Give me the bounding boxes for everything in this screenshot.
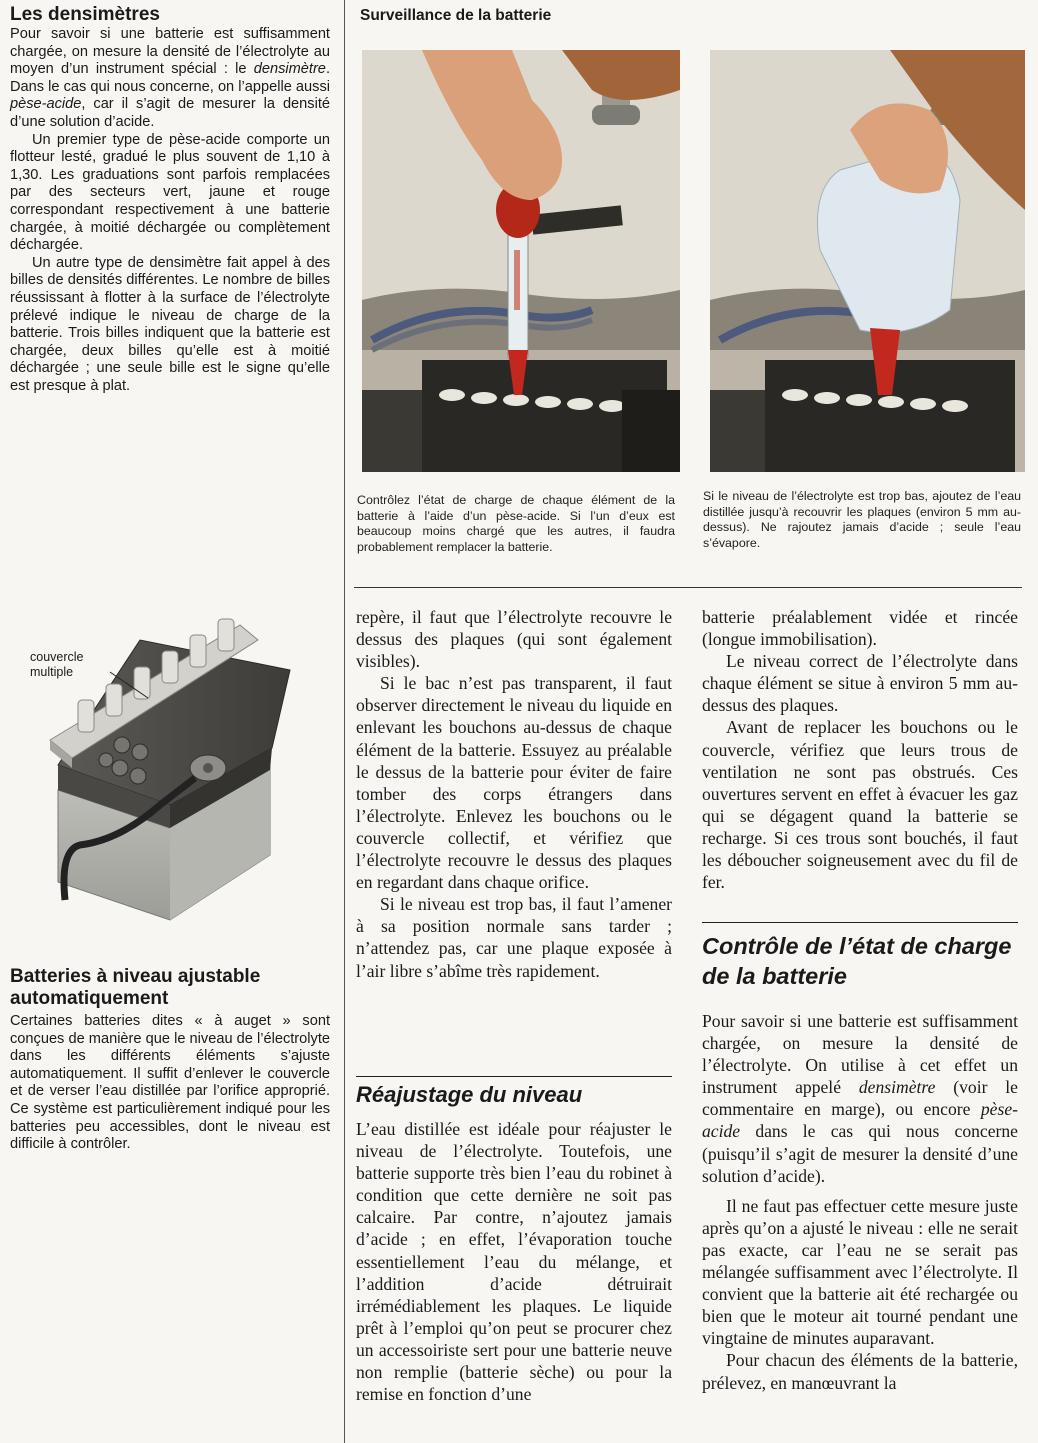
densimetres-paragraph-1: Pour savoir si une batterie est suffisamment chargée, on mesure la densité de l’électrolyte au moyen d’un instrument spécial : le densimètre. Dans le cas qui nous concerne, on l’appelle aussi pèse-acide, car il s’agit de mesurer la densité d’une solution d’acide. — [10, 26, 330, 130]
body-column-3-lower — [702, 1010, 1018, 1394]
photo-distilled-water — [710, 50, 1025, 472]
body-column-2-lower — [356, 1118, 672, 1405]
battery-illustration — [10, 600, 330, 930]
top-section-divider — [354, 587, 1022, 588]
col3-paragraph-6: Pour chacun des éléments de la batterie, prélevez, en manœuvrant la — [702, 1350, 1018, 1393]
cover-label: couvercle multiple — [30, 650, 84, 679]
col2-paragraph-2: Si le bac n’est pas transparent, il faut observer directement le niveau du liquide en enlevant les bouchons au-dessus de chaque élément de la batterie. Essuyez au préalable le dessus de la batterie pour éviter de faire tomber des corps étrangers dans l’électrolyte. Enlevez les bouchons ou le couvercle collectif, et vérifiez que l’électrolyte recouvre le dessus des plaques en regardant dans chaque orifice. — [356, 673, 672, 893]
col3-paragraph-4: Pour savoir si une batterie est suffisamment chargée, on mesure la densité de l’électrolyte. On utilise à cet effet un instrument appelé densimètre (voir le commentaire en marge), ou encore pèse-acide dans le cas qui nous concerne (puisqu’il s’agit de mesurer la densité d’une solution d’acide). — [702, 1011, 1018, 1186]
caption-hydrometer: Contrôlez l’état de charge de chaque élément de la batterie à l’aide d’un pèse-acide. Si l’un d’eux est beaucoup moins chargé que les autres, il faudra probablement remplacer la batterie. — [357, 493, 675, 554]
col2-paragraph-4: L’eau distillée est idéale pour réajuster le niveau de l’électrolyte. Toutefois, une batterie supporte très bien l’eau du robinet à condition que cette dernière ne soit pas calcaire. Par contre, n’ajoutez jamais d’acide ; en effet, l’évaporation touche essentiellement l’eau du mélange, et l’addition d’acide détruirait irrémédiablement les plaques. Le liquide prêt à l’emploi qu’on peut se procurer chez un accessoiriste sert pour une batterie neuve non remplie (batterie sèche) ou pour la remise en fonction d’une — [356, 1119, 672, 1405]
col2-paragraph-3: Si le niveau est trop bas, il faut l’amener à sa position normale sans tarder ; n’attendez pas, car une plaque exposée à l’air libre s’abîme très rapidement. — [356, 894, 672, 981]
column-divider — [344, 0, 345, 1443]
photo-hydrometer — [362, 50, 680, 472]
densimetres-section — [10, 4, 330, 395]
col2-paragraph-1: repère, il faut que l’électrolyte recouvre le dessus des plaques (qui sont également visibles). — [356, 607, 672, 672]
water-photo-drawing — [710, 50, 1025, 472]
densimetres-text — [10, 26, 330, 395]
auget-text: Certaines batteries dites « à auget » sont conçues de manière que le niveau de l’électrolyte dans les différents éléments s’ajuste automatiquement. Il suffit d’enlever le couvercle et de verser l’eau distillée par l’orifice approprié. Ce système est particulièrement indiqué pour les batteries peu accessibles, dont le niveau est difficile à contrôler. — [10, 1013, 330, 1153]
surveillance-title: Surveillance de la batterie — [360, 7, 552, 24]
densimetres-paragraph-3: Un autre type de densimètre fait appel à des billes de densités différentes. Le nombre de billes réussissant à flotter à la surface de l’électrolyte prélevé indique le niveau de charge de la batterie. Trois billes indiquent que la batterie est chargée, deux billes qu’elle est à moitié déchargée ; une seule bille est le signe qu’elle est presque à plat. — [10, 254, 330, 394]
body-column-2 — [356, 606, 672, 982]
col3-paragraph-1: batterie préalablement vidée et rincée (longue immobilisation). — [702, 607, 1018, 650]
col3-paragraph-3: Avant de replacer les bouchons ou le couvercle, vérifiez que leurs trous de ventilation ne sont pas obstrués. Ces ouvertures servent en effet à évacuer les gaz qui se dégagent quand la batterie se recharge. Si ces trous sont bouchés, il faut les déboucher soigneusement avec du fil de fer. — [702, 717, 1018, 893]
heading-controle-charge: Contrôle de l’état de charge de la batterie — [702, 922, 1018, 991]
col3-paragraph-2: Le niveau correct de l’électrolyte dans chaque élément se situe à environ 5 mm au-dessus des plaques. — [702, 651, 1018, 716]
auget-section — [10, 966, 330, 1154]
auget-title: Batteries à niveau ajustable automatiquement — [10, 966, 261, 1009]
densimetres-title: Les densimètres — [10, 4, 160, 25]
hydrometer-photo-drawing — [362, 50, 680, 472]
heading-reajustage: Réajustage du niveau — [356, 1076, 672, 1109]
body-column-3 — [702, 606, 1018, 893]
densimetres-paragraph-2: Un premier type de pèse-acide comporte un flotteur lesté, gradué le plus souvent de 1,10 à 1,30. Les graduations sont parfois remplacées par des secteurs vert, jaune et rouge correspondant respectivement à une batterie chargée, à moitié déchargée ou complètement déchargée. — [10, 131, 330, 254]
caption-distilled-water: Si le niveau de l’électrolyte est trop bas, ajoutez de l’eau distillée jusqu’à recouvrir les plaques (environ 5 mm au-dessus). Ne rajoutez jamais d’acide ; seule l’eau s’évapore. — [703, 489, 1021, 550]
col3-paragraph-5: Il ne faut pas effectuer cette mesure juste après qu’on a ajusté le niveau : elle ne serait pas exacte, car l’eau ne se serait pas mélangée suffisamment avec l’électrolyte. Il convient que la batterie ait été rechargée ou bien que le moteur ait tourné pendant une vingtaine de minutes auparavant. — [702, 1195, 1018, 1349]
